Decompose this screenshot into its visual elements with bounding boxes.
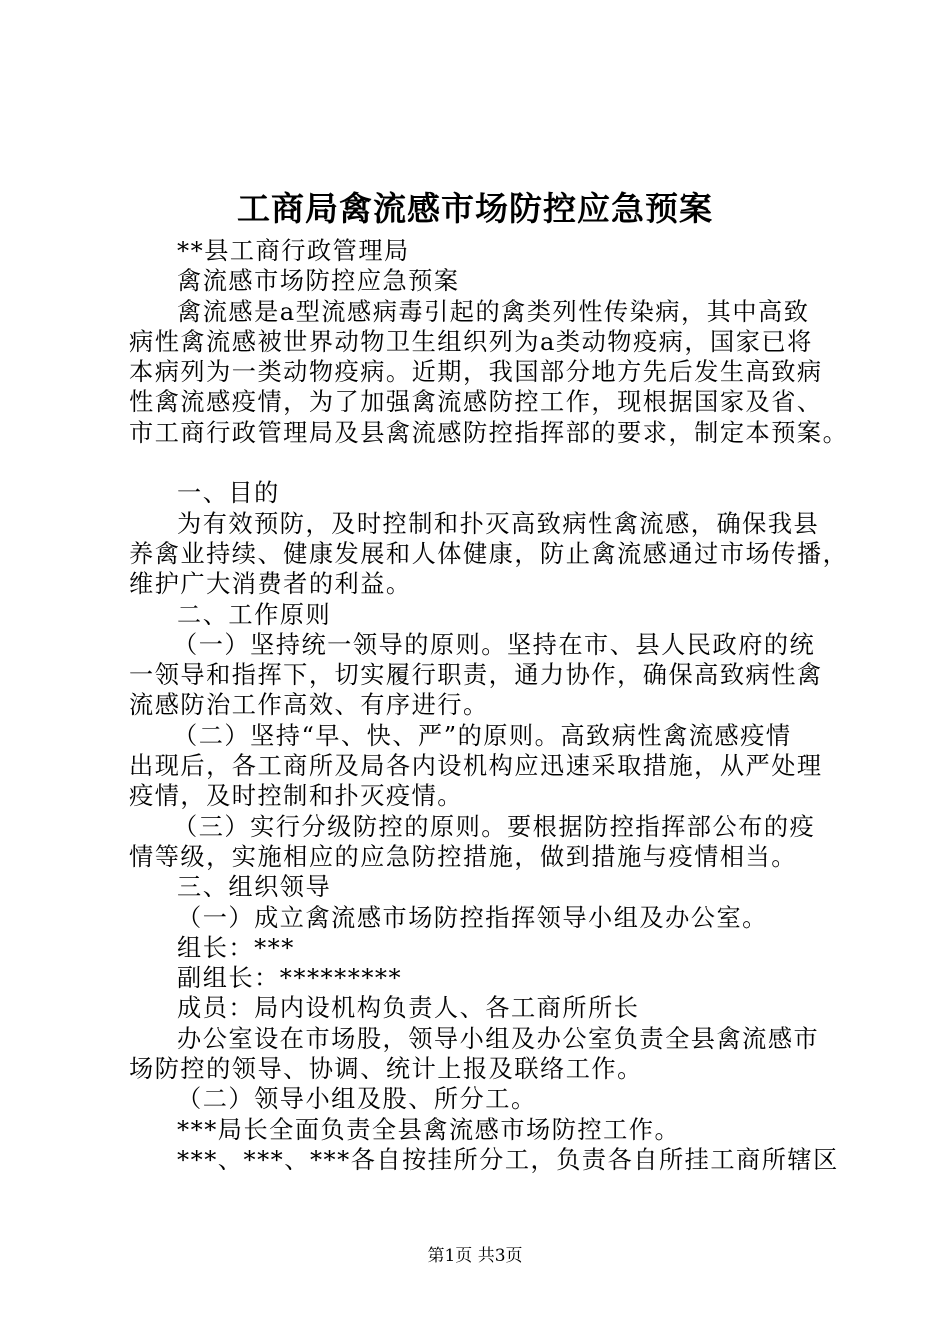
page-number: 第1页 共3页 (427, 1246, 523, 1266)
paragraph-line: 一领导和指挥下，切实履行职责，通力协作，确保高致病性禽 (129, 661, 823, 690)
deputy-leader-line: 副组长：********* (177, 964, 403, 993)
section-heading: 二、工作原则 (177, 600, 332, 629)
paragraph-line: 禽流感是a型流感病毒引起的禽类列性传染病，其中高致 (177, 297, 810, 326)
paragraph-line: 出现后，各工商所及局各内设机构应迅速采取措施，从严处理 (129, 752, 823, 781)
paragraph-line: （二）领导小组及股、所分工。 (177, 1085, 537, 1114)
section-heading: 三、组织领导 (177, 873, 332, 902)
section-heading: 一、目的 (177, 479, 280, 508)
paragraph-line: 情等级，实施相应的应急防控措施，做到措施与疫情相当。 (129, 842, 797, 871)
document-body (129, 236, 849, 1175)
paragraph-line: 办公室设在市场股，领导小组及办公室负责全县禽流感市 (177, 1024, 820, 1053)
issuer-line: **县工商行政管理局 (177, 237, 410, 265)
paragraph-gap (129, 448, 841, 478)
paragraph-line: 流感防治工作高效、有序进行。 (129, 691, 489, 720)
paragraph-line: 市工商行政管理局及县禽流感防控指挥部的要求，制定本预案。 (129, 418, 849, 447)
paragraph-line: 为有效预防，及时控制和扑灭高致病性禽流感，确保我县 (177, 509, 820, 538)
paragraph-line: （三）实行分级防控的原则。要根据防控指挥部公布的疫 (173, 812, 816, 841)
subtitle-line: 禽流感市场防控应急预案 (177, 267, 460, 296)
paragraph-line: 场防控的领导、协调、统计上报及联络工作。 (129, 1055, 643, 1084)
paragraph-line: （一）成立禽流感市场防控指挥领导小组及办公室。 (177, 903, 768, 932)
document-title: 工商局禽流感市场防控应急预案 (237, 189, 713, 228)
members-line: 成员：局内设机构负责人、各工商所所长 (177, 994, 640, 1023)
paragraph-line: ***局长全面负责全县禽流感市场防控工作。 (177, 1115, 681, 1144)
paragraph-line: （二）坚持“早、快、严”的原则。高致病性禽流感疫情 (173, 721, 792, 750)
paragraph-line: 病性禽流感被世界动物卫生组织列为a类动物疫病，国家已将 (129, 327, 813, 356)
leader-line: 组长：*** (177, 933, 295, 962)
paragraph-line: 本病列为一类动物疫病。近期，我国部分地方先后发生高致病 (129, 358, 823, 387)
paragraph-line: 养禽业持续、健康发展和人体健康，防止禽流感通过市场传播， (129, 539, 849, 568)
paragraph-line: 性禽流感疫情，为了加强禽流感防控工作，现根据国家及省、 (129, 388, 823, 417)
paragraph-line: （一）坚持统一领导的原则。坚持在市、县人民政府的统 (173, 630, 816, 659)
paragraph-line: 维护广大消费者的利益。 (129, 570, 412, 599)
paragraph-line: 疫情，及时控制和扑灭疫情。 (129, 782, 463, 811)
paragraph-line: ***、***、***各自按挂所分工，负责各自所挂工商所辖区 (177, 1145, 839, 1174)
